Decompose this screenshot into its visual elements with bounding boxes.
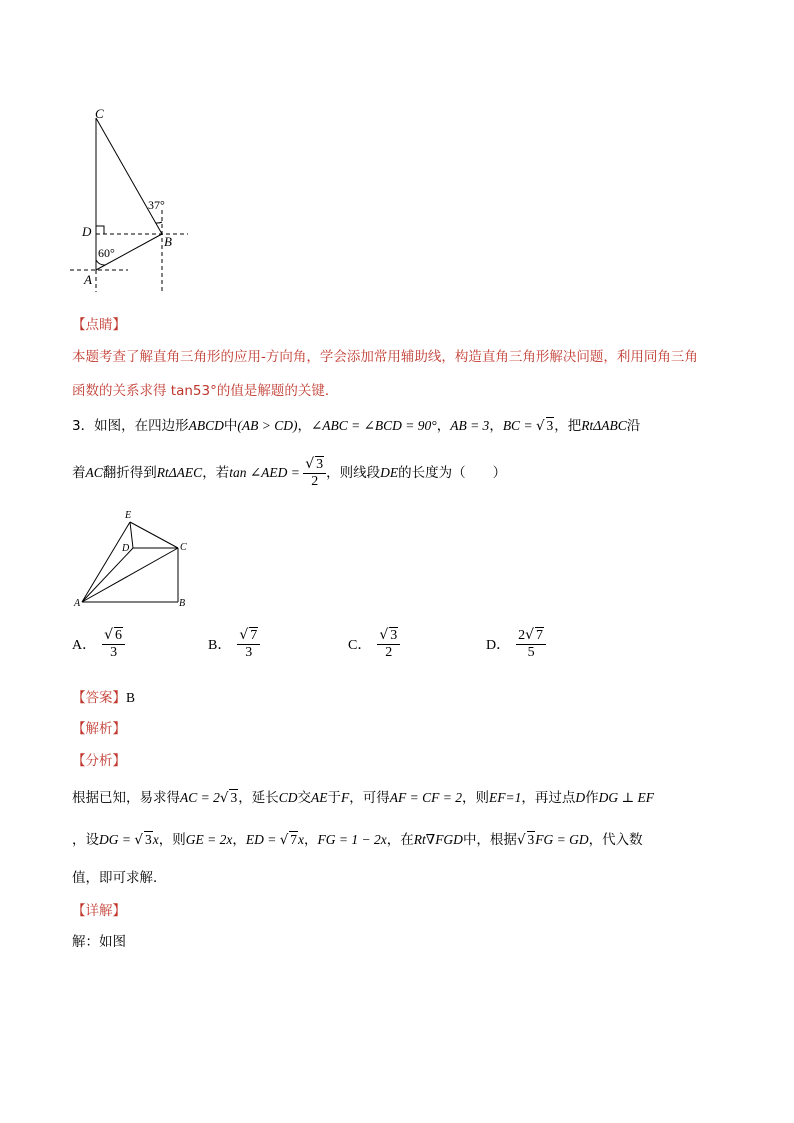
segment-ed [130,522,133,548]
label-c: C [95,106,104,121]
fenxi-heading: 【分析】 [72,753,126,769]
label-e: E [125,510,132,521]
fenxi-line-1: 根据已知，易求得AC = 2√ 3，延长CD交AE于F，可得AF = CF = 2，则EF=1，再过点D作DG ⊥ EF [72,790,655,806]
figure-quadrilateral [70,512,200,612]
xiangjie-line: 解：如图 [72,934,126,950]
fenxi-line-2: ，设DG = √ 3x，则GE = 2x，ED = √ 7x，FG = 1 − 2x，在Rt∇FGD中，根据√ 3FG = GD，代入数 [72,832,643,848]
dianjing-line-1: 本题考查了解直角三角形的应用-方向角，学会添加常用辅助线，构造直角三角形解决问题，利用同角三角 [72,349,698,365]
figure-direction-angle [66,100,196,295]
label-a: A [74,598,81,609]
xiangjie-heading: 【详解】 [72,903,126,919]
label-d: D [122,543,130,554]
option-b[interactable]: B． $\frac{√ 7}{3}$ [208,627,260,661]
jiexi-heading: 【解析】 [72,721,126,737]
question-line-2: 着AC翻折得到RtΔAEC，若tan ∠AED = $\frac{√ 3}{2}$ ，则线段DE的长度为（ ） [72,456,507,489]
label-b: B [164,234,172,249]
label-b: B [179,598,186,609]
segment-ae [82,522,130,602]
label-d: D [82,224,92,239]
dianjing-line-2: 函数的关系求得 tan53°的值是解题的关键． [72,383,339,399]
question-line-1: 3．如图，在四边形ABCD中(AB > CD)，∠ABC = ∠BCD = 90°，AB = 3，BC = √ 3，把RtΔABC沿 [72,418,641,434]
option-a[interactable]: A． $\frac{√ 6}{3}$ [72,627,125,661]
arc-37 [156,222,162,223]
dianjing-heading: 【点睛】 [72,317,126,333]
answer-line [72,686,135,706]
segment-ac [82,548,178,602]
segment-ad [82,548,133,602]
label-angle-60: 60° [98,246,115,260]
answer-value: B [126,690,136,705]
label-c: C [180,542,187,553]
label-a: A [84,272,92,287]
label-angle-37: 37° [148,198,165,212]
segment-cb [96,118,162,234]
segment-ec [130,522,178,548]
option-c[interactable]: C． $\frac{√ 3}{2}$ [348,627,400,661]
fenxi-line-3: 值，即可求解． [72,870,167,886]
option-d[interactable]: D． $\frac{2√ 7}{5}$ [486,627,546,661]
answer-heading: 【答案】 [72,690,126,706]
right-angle-mark [96,226,104,234]
